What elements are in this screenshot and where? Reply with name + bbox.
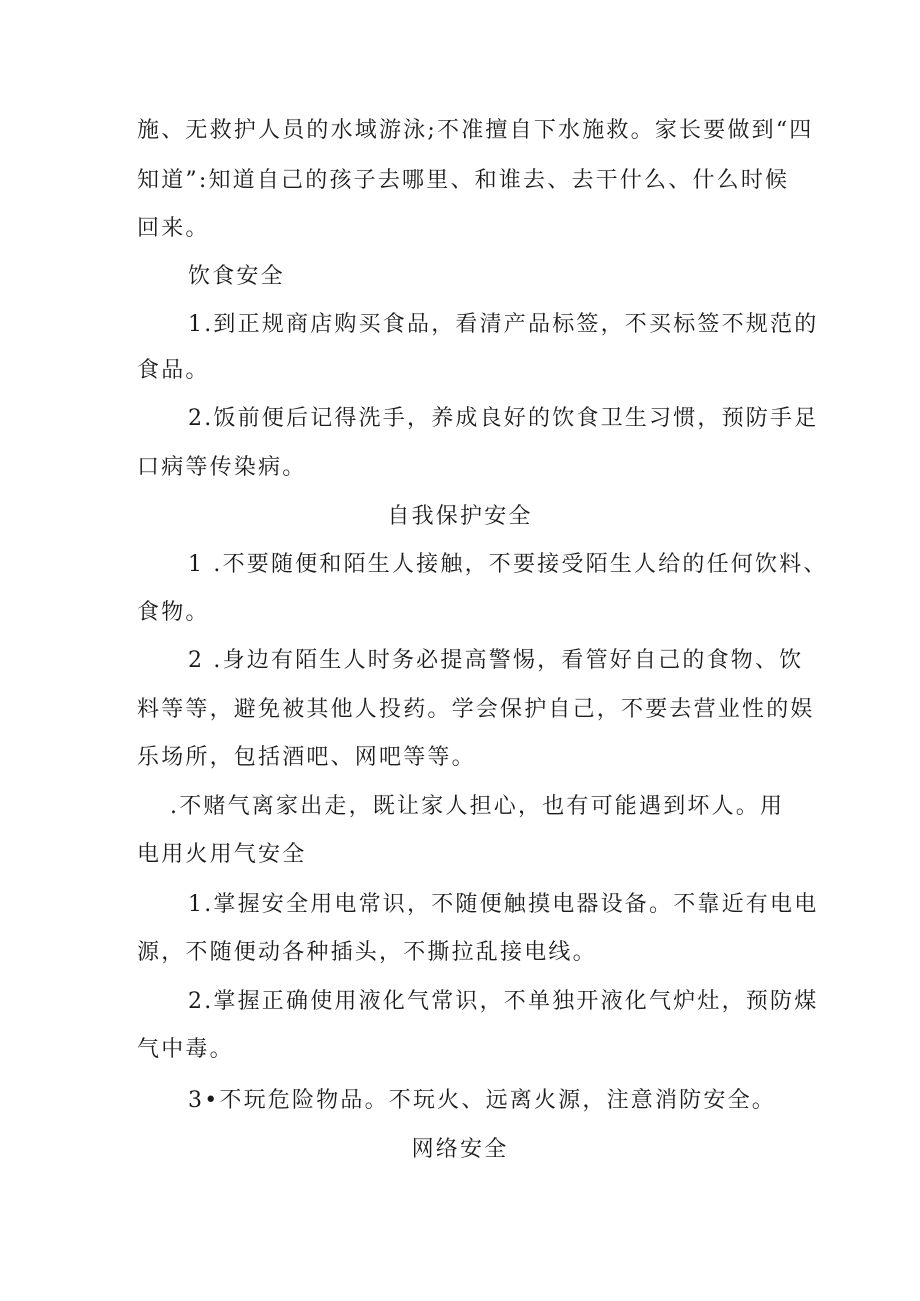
paragraph-line: 2.掌握正确使用液化气常识，不单独开液化气炉灶，预防煤 <box>188 989 819 1014</box>
paragraph-line: 气中毒。 <box>137 1037 234 1062</box>
paragraph-line: 口病等传染病。 <box>137 455 307 480</box>
paragraph-line: 回来。 <box>137 216 210 241</box>
paragraph-line: .不赌气离家出走，既让家人担心，也有可能遇到坏人。用 <box>170 794 785 819</box>
paragraph-line: 源，不随便动各种插头，不撕拉乱接电线。 <box>137 940 597 965</box>
paragraph-line: 1.到正规商店购买食品，看清产品标签，不买标签不规范的 <box>188 312 819 337</box>
paragraph-line: 2.饭前便后记得洗手，养成良好的饮食卫生习惯，预防手足 <box>188 406 819 431</box>
section-heading-food-safety: 饮食安全 <box>188 264 285 289</box>
paragraph-line: 施、无救护人员的水域游泳;不准擅自下水施救。家长要做到“四 <box>137 118 814 143</box>
paragraph-line: 1.掌握安全用电常识，不随便触摸电器设备。不靠近有电电 <box>188 892 819 917</box>
paragraph-line: 食品。 <box>137 358 210 383</box>
paragraph-line: 食物。 <box>137 600 210 625</box>
paragraph-line: 乐场所，包括酒吧、网吧等等。 <box>137 745 476 770</box>
section-heading-self-protection: 自我保护安全 <box>387 504 533 529</box>
paragraph-line: 1 .不要随便和陌生人接触，不要接受陌生人给的任何饮料、 <box>188 552 828 577</box>
paragraph-line: 知道”:知道自己的孩子去哪里、和谁去、去干什么、什么时候 <box>137 168 790 193</box>
paragraph-line: 电用火用气安全 <box>137 842 307 867</box>
paragraph-line: 3•不玩危险物品。不玩火、远离火源，注意消防安全。 <box>188 1088 776 1113</box>
paragraph-line: 料等等，避免被其他人投药。学会保护自己，不要去营业性的娱 <box>137 697 815 722</box>
paragraph-line: 2 .身边有陌生人时务必提高警惕，看管好自己的食物、饮 <box>188 648 804 673</box>
section-heading-network-safety: 网络安全 <box>411 1137 509 1162</box>
